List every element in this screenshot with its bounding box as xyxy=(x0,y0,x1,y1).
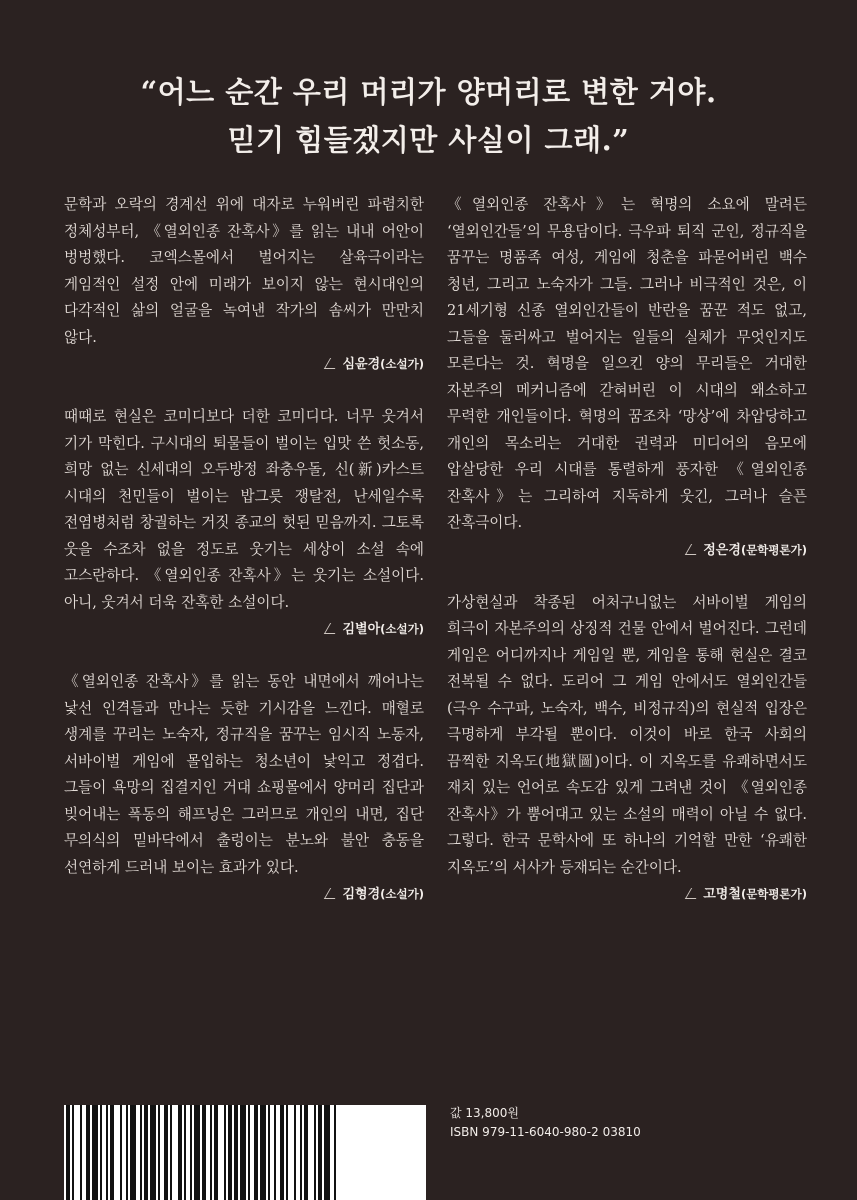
review-block xyxy=(447,192,807,562)
barcode-bar xyxy=(224,1105,226,1200)
barcode-bar xyxy=(202,1105,206,1200)
review-author-role: (소설가) xyxy=(380,887,424,901)
review-author-role: (문학평론가) xyxy=(740,887,807,901)
review-signature xyxy=(64,618,424,641)
isbn-label: ISBN 979-11-6040-980-2 03810 xyxy=(450,1125,641,1139)
signature-mark-icon xyxy=(324,358,341,369)
review-text: 가상현실과 착종된 어처구니없는 서바이벌 게임의 희극이 자본주의의 상징적 건물 안에서 벌어진다. 그런데 게임은 어디까지나 게임일 뿐, 게임을 통해 현실은 결코 전복될 수 없다. 도리어 그 게임 안에서도 열외인간들(극우 수구파, 노숙자, 백수, 비정규직)의 현실적 입장은 극명하게 부각될 뿐이다. 이것이 바로 한국 사회의 끔찍한 지옥도(地獄圖)이다. 이 지옥도를 유쾌하면서도 재치 있는 언어로 속도감 있게 그려낸 것이 《열외인종 잔혹사》가 뿜어대고 있는 소설의 매력이 아닐 수 없다. 그렇다. 한국 문학사에 또 하나의 기억할 만한 ‘유쾌한 지옥도’의 서사가 등재되는 순간이다. xyxy=(447,593,807,876)
review-text: 《열외인종 잔혹사》를 읽는 동안 내면에서 깨어나는 낯선 인격들과 만나는 듯한 기시감을 느낀다. 매혈로 생계를 꾸리는 노숙자, 정규직을 꿈꾸는 임시직 노동자, 서바이벌 게임에 몰입하는 청소년이 낯익고 정겹다. 그들이 욕망의 집결지인 거대 쇼핑몰에서 양머리 집단과 빚어내는 폭동의 해프닝은 그러므로 개인의 내면, 집단 무의식의 밑바닥에서 출렁이는 분노와 불안 충동을 선연하게 드러내 보이는 효과가 있다. xyxy=(64,673,424,876)
signature-mark-icon xyxy=(685,888,702,899)
barcode-bar xyxy=(324,1105,330,1200)
barcode-bar xyxy=(86,1105,90,1200)
review-author-role: (소설가) xyxy=(380,622,424,636)
barcode-bar xyxy=(300,1105,302,1200)
barcode-bar xyxy=(194,1105,200,1200)
barcode-bar xyxy=(100,1105,102,1200)
barcode-bar xyxy=(268,1105,270,1200)
barcode-bar xyxy=(170,1105,172,1200)
review-author: 심윤경 xyxy=(342,357,381,372)
barcode-bar xyxy=(92,1105,98,1200)
reviews-right-column xyxy=(447,192,807,934)
barcode-bar xyxy=(110,1105,114,1200)
barcode-bar xyxy=(150,1105,156,1200)
barcode-bar xyxy=(190,1105,192,1200)
headline-line-1: “어느 순간 우리 머리가 양머리로 변한 거야. xyxy=(140,75,717,109)
barcode-bar xyxy=(158,1105,160,1200)
review-block xyxy=(64,669,424,906)
review-signature xyxy=(447,539,807,562)
review-block xyxy=(64,192,424,376)
barcode-bar xyxy=(72,1105,74,1200)
barcode-bar xyxy=(214,1105,218,1200)
isbn-barcode xyxy=(64,1105,426,1200)
review-author: 고명철 xyxy=(703,887,741,902)
barcode-bar xyxy=(106,1105,108,1200)
review-signature xyxy=(64,883,424,906)
barcode-bar xyxy=(120,1105,122,1200)
barcode-bar xyxy=(66,1105,70,1200)
review-text: 문학과 오락의 경계선 위에 대자로 누워버린 파렴치한 정체성부터, 《열외인종 잔혹사》를 읽는 내내 어안이 벙벙했다. 코엑스몰에서 벌어지는 살육극이라는 게임적인 설정 안에 미래가 보이지 않는 현시대인의 다각적인 삶의 얼굴을 녹여낸 작가의 솜씨가 만만치 않다. xyxy=(64,196,424,346)
barcode-bar xyxy=(260,1105,266,1200)
barcode-bar xyxy=(126,1105,128,1200)
barcode-bar xyxy=(144,1105,148,1200)
barcode-bar xyxy=(228,1105,232,1200)
barcode-bar xyxy=(248,1105,250,1200)
reviews-left-column xyxy=(64,192,424,934)
review-text: 때때로 현실은 코미디보다 더한 코미디다. 너무 웃겨서 기가 막힌다. 구시대의 퇴물들이 벌이는 입맛 쓴 헛소동, 희망 없는 신세대의 오두방정 좌충우돌, 신(新)카스트 시대의 천민들이 벌이는 밥그릇 쟁탈전, 난세일수록 전염병처럼 창궐하는 거짓 종교의 헛된 믿음까지. 그토록 웃을 수조차 없을 정도로 웃기는 세상이 소설 속에 고스란하다. 《열외인종 잔혹사》는 웃기는 소설이다. 아니, 웃겨서 더욱 잔혹한 소설이다. xyxy=(64,408,424,611)
barcode-bar xyxy=(280,1105,284,1200)
review-block xyxy=(447,590,807,907)
barcode-bar xyxy=(294,1105,296,1200)
review-author: 김별아 xyxy=(342,622,381,637)
headline-quote xyxy=(0,68,857,164)
review-text: 《열외인종 잔혹사》는 혁명의 소요에 말려든 ‘열외인간들’의 무용담이다. 극우파 퇴직 군인, 정규직을 꿈꾸는 명품족 여성, 게임에 청춘을 파묻어버린 백수 청년, 그리고 노숙자가 그들. 그러나 비극적인 것은, 이 21세기형 신종 열외인간들이 반란을 꿈꾼 적도 없고, 그들을 둘러싸고 벌어지는 일들의 실체가 무엇인지도 모른다는 것. 혁명을 일으킨 양의 무리들은 거대한 자본주의 메커니즘에 갇혀버린 이 시대의 왜소하고 무력한 개인들이다. 혁명의 꿈조차 ‘망상’에 차압당하고 개인의 목소리는 거대한 권력과 미디어의 음모에 압살당한 우리 시대를 통렬하게 풍자한 《열외인종 잔혹사》는 그리하여 지독하게 웃긴, 그러나 슬픈 잔혹극이다. xyxy=(447,196,807,531)
review-author: 정은경 xyxy=(703,542,741,558)
review-author-role: (소설가) xyxy=(380,357,424,371)
review-signature xyxy=(447,883,807,906)
barcode-bar xyxy=(274,1105,276,1200)
headline-line-2: 믿기 힘들겠지만 사실이 그래.” xyxy=(227,123,630,157)
signature-mark-icon xyxy=(685,544,702,555)
barcode-bar xyxy=(334,1105,336,1200)
barcode-bar xyxy=(314,1105,316,1200)
price-info xyxy=(450,1104,641,1142)
barcode-bar xyxy=(184,1105,186,1200)
barcode-bar xyxy=(240,1105,246,1200)
review-block xyxy=(64,404,424,641)
barcode-bar xyxy=(286,1105,288,1200)
barcode-bar xyxy=(130,1105,136,1200)
barcode-bar xyxy=(318,1105,322,1200)
barcode-bar xyxy=(234,1105,238,1200)
barcode-bar xyxy=(80,1105,82,1200)
barcode-bar xyxy=(178,1105,182,1200)
signature-mark-icon xyxy=(324,623,341,634)
barcode-bar xyxy=(164,1105,168,1200)
barcode-bar xyxy=(254,1105,258,1200)
price-label: 값 13,800원 xyxy=(450,1106,519,1120)
barcode-bar xyxy=(210,1105,212,1200)
review-author: 김형경 xyxy=(342,887,381,902)
review-signature xyxy=(64,353,424,376)
barcode-icon xyxy=(64,1105,426,1200)
barcode-bar xyxy=(304,1105,308,1200)
review-author-role: (문학평론가) xyxy=(740,542,807,557)
signature-mark-icon xyxy=(324,888,341,899)
barcode-bar xyxy=(140,1105,142,1200)
